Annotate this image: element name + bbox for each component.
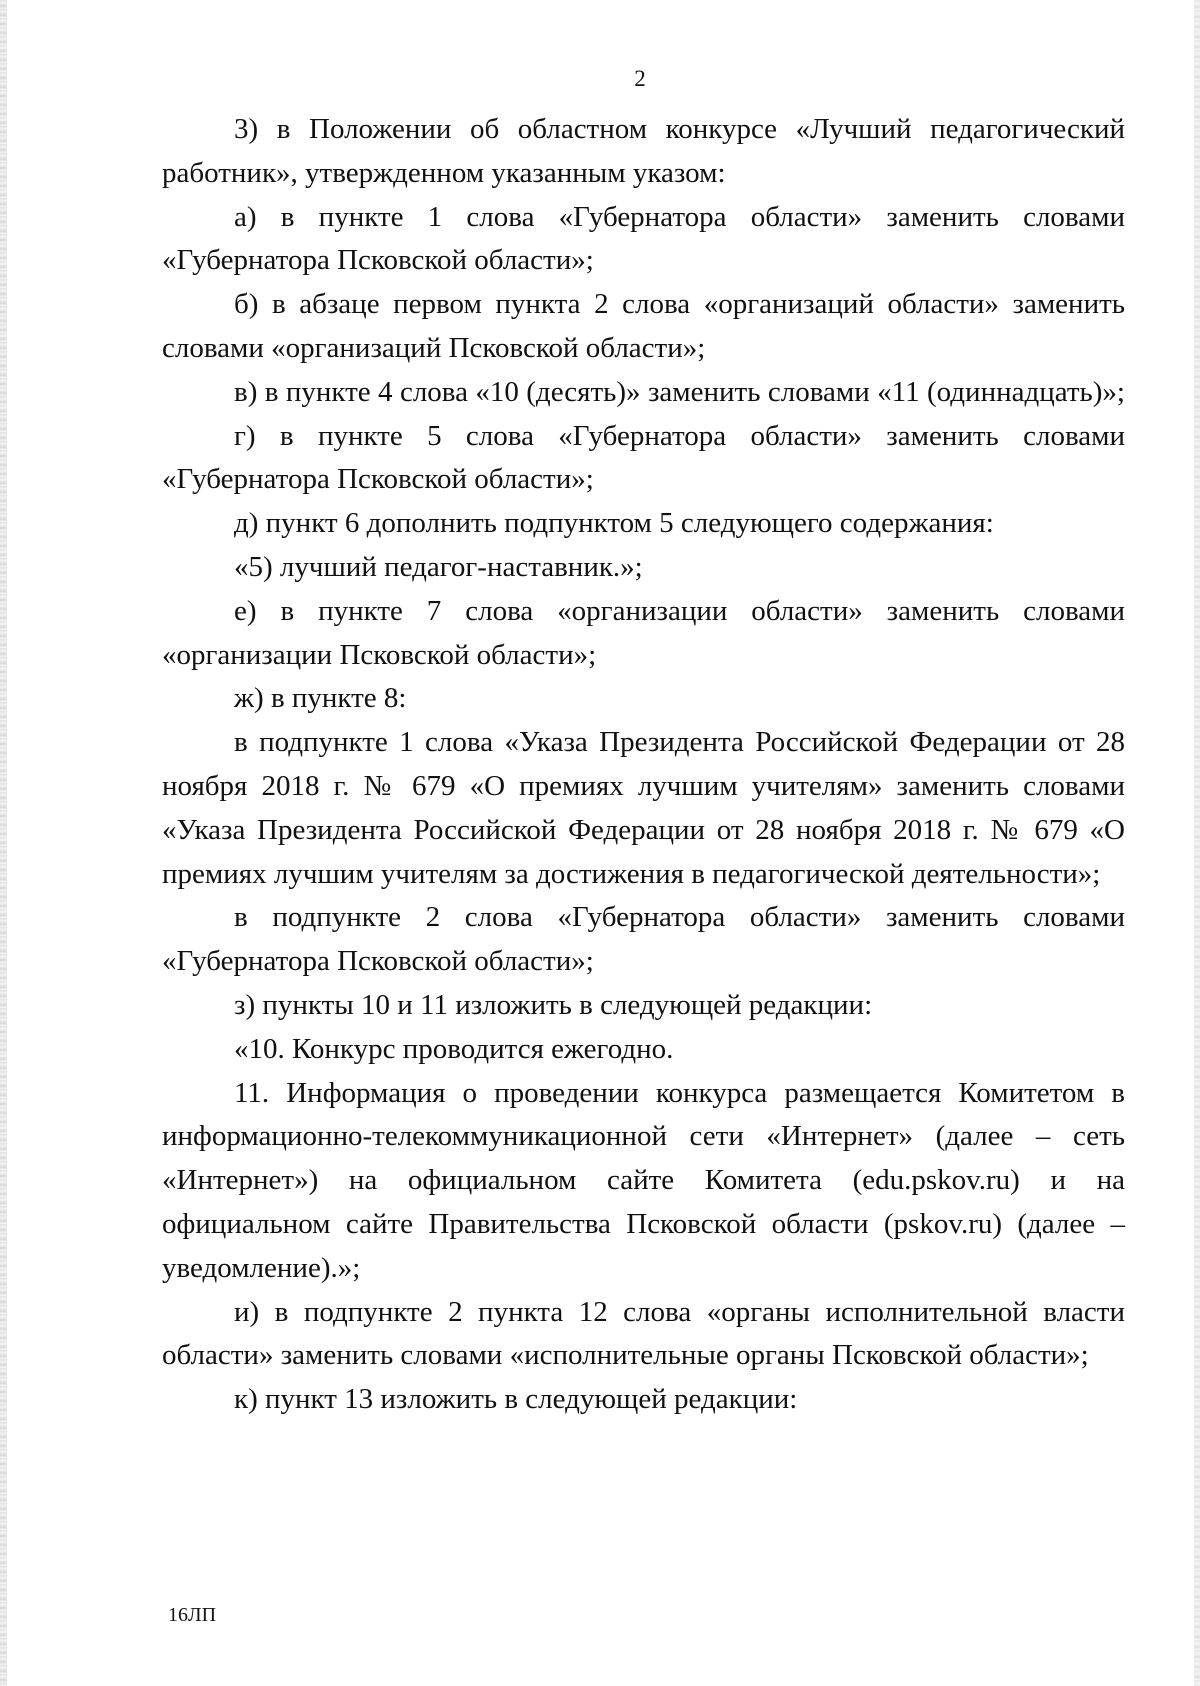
scan-edge-right [1194,0,1200,1686]
document-code: 16ЛП [168,1604,217,1626]
paragraph-subitem-k: к) пункт 13 изложить в следующей редакции: [234,1383,798,1416]
paragraph-subitem-zh: ж) в пункте 8: [234,682,407,715]
page-number: 2 [634,66,646,91]
paragraph-quote-10: «10. Конкурс проводится ежегодно. [234,1032,674,1065]
paragraph-subitem-g: г) в пункте 5 слова «Губернатора области» заменить словами «Губернатора Псковской области»; [162,419,1125,496]
paragraph-subpoint-2: в подпункте 2 слова «Губернатора области» заменить словами «Губернатора Псковской области»; [162,901,1125,978]
paragraph-subitem-v: в) в пункте 4 слова «10 (десять)» заменить словами «11 (одиннадцать)»; [234,375,1125,408]
paragraph-quote-5: «5) лучший педагог-наставник.»; [234,550,643,583]
paragraph-subpoint-1: в подпункте 1 слова «Указа Президента Российской Федерации от 28 ноября 2018 г. № 679 «О премиях лучшим учителям» заменить словами «Указа Президента Российской Федерации от 28 ноября 2018 г. № 679 «О премиях лучшим учителям за достижения в педагогической деятельности»; [162,726,1125,890]
paragraph-item-3: 3) в Положении об областном конкурсе «Лучший педагогический работник», утвержденном указанным указом: [162,113,1125,189]
paragraph-subitem-i: и) в подпункте 2 пункта 12 слова «органы исполнительной власти области» заменить словами «исполнительные органы Псковской области»; [162,1295,1125,1372]
document-body [162,108,1125,1422]
scan-edge-left [0,0,7,1686]
paragraph-subitem-d: д) пункт 6 дополнить подпунктом 5 следующего содержания: [234,507,994,540]
paragraph-quote-11: 11. Информация о проведении конкурса размещается Комитетом в информационно-телекоммуникационной сети «Интернет» (далее – сеть «Интернет») на официальном сайте Комитета (edu.pskov.ru) и на официальном сайте Правительства Псковской области (pskov.ru) (далее – уведомление).»; [162,1076,1125,1284]
paragraph-subitem-e: е) в пункте 7 слова «организации области» заменить словами «организации Псковской области»; [162,594,1125,671]
paragraph-subitem-a: а) в пункте 1 слова «Губернатора области» заменить словами «Губернатора Псковской области»; [162,200,1125,277]
paragraph-subitem-b: б) в абзаце первом пункта 2 слова «организаций области» заменить словами «организаций Псковской области»; [162,288,1125,364]
paragraph-subitem-z: з) пункты 10 и 11 изложить в следующей редакции: [234,988,873,1021]
